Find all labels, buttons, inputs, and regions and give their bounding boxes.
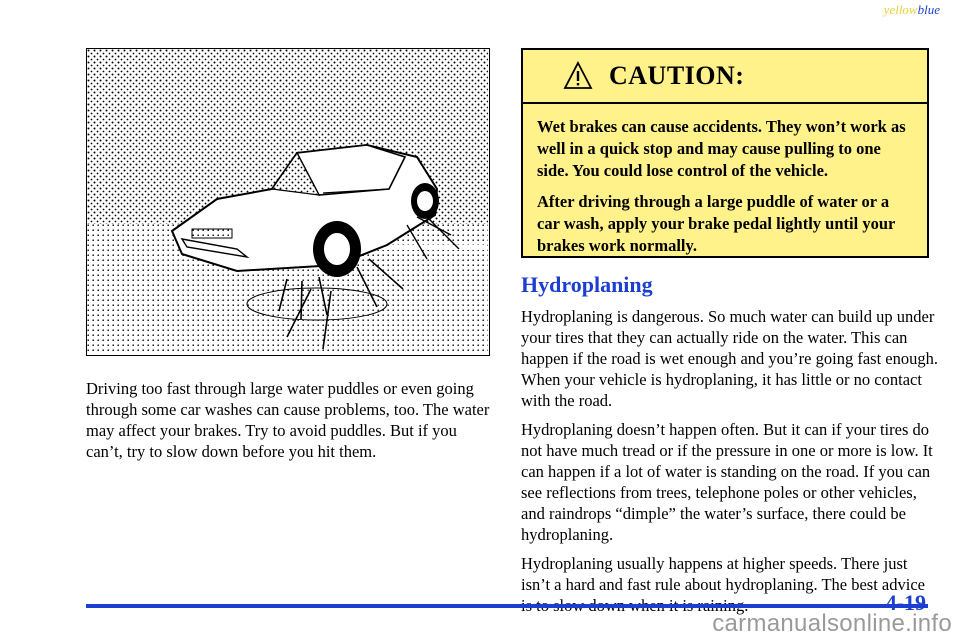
hydroplaning-body-text xyxy=(521,306,939,624)
caution-title: CAUTION: xyxy=(609,61,745,90)
page-number: 4-19 xyxy=(885,590,926,615)
footer-rule xyxy=(86,604,928,608)
car-splash-illustration xyxy=(86,48,490,356)
left-paragraph: Driving too fast through large water puddles or even going through some car washes can cause problems, too. The water may affect your brakes. Try to avoid puddles. But if you can’t, try to slow down before you hit them. xyxy=(86,379,490,461)
left-body-text xyxy=(86,378,496,470)
hydroplaning-paragraph: Hydroplaning usually happens at higher speeds. There just isn’t a hard and fast rule about hydroplaning. The best advice xyxy=(521,554,925,594)
section-title-hydroplaning: Hydroplaning xyxy=(521,272,653,297)
brand-blue: blue xyxy=(917,2,940,17)
hydroplaning-paragraph: Hydroplaning doesn’t happen often. But it can if your tires do not have much tread or if the pressure in one or more is low. It can happen if a lot of water is standing on the road. If you can see reflections from trees, telephone poles or other vehicles, and raindrops “dimple” the water’s surface, there could be hydroplaning. xyxy=(521,420,933,544)
hydroplaning-paragraph: Hydroplaning is dangerous. So much water can build up under your tires that they can actually ride on the water. This can happen if the road is wet enough and you’re going fast enough. When your vehicle is hydroplaning, it has little or no contact with the road. xyxy=(521,307,938,410)
caution-box xyxy=(521,48,929,258)
brand-label xyxy=(884,2,940,18)
car-illustration-svg xyxy=(87,49,488,354)
caution-paragraph: Wet brakes can cause accidents. They won’t work as well in a quick stop and may cause pulling to one side. You could lose control of the vehicle. xyxy=(537,117,906,180)
caution-paragraph: After driving through a large puddle of water or a car wash, apply your brake pedal lightly until your brakes work normally. xyxy=(537,192,896,255)
caution-header xyxy=(523,50,927,104)
caution-body xyxy=(523,104,927,257)
watermark: carmanualsonline.info xyxy=(712,610,952,637)
brand-yellow: yellow xyxy=(883,2,918,17)
warning-triangle-icon xyxy=(563,61,593,91)
